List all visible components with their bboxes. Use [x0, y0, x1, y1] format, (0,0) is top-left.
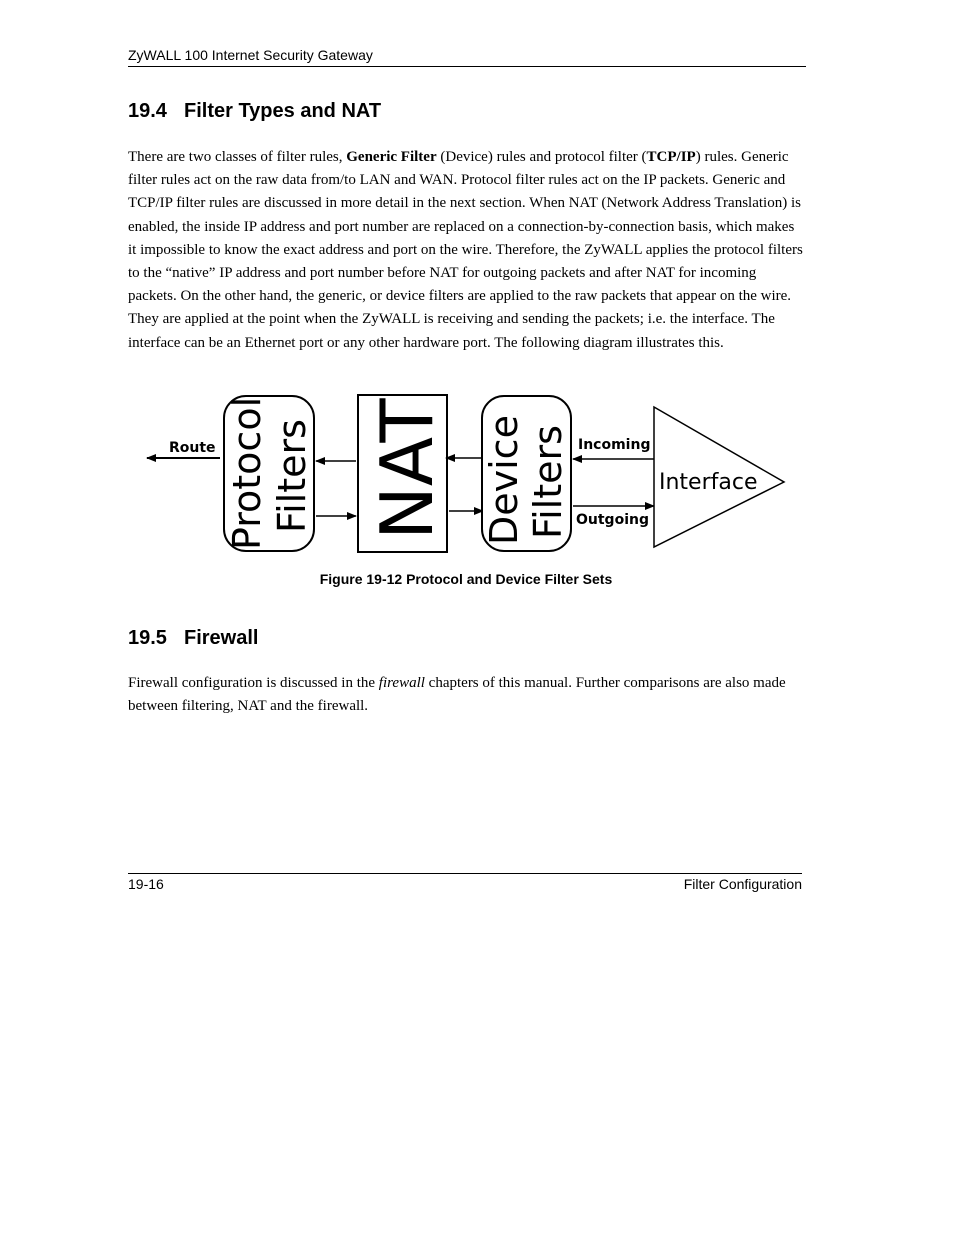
outgoing-label: Outgoing: [576, 512, 649, 528]
section-number: 19.5: [128, 627, 167, 649]
protocol-label: Protocol: [225, 396, 269, 550]
firewall-term: firewall: [378, 675, 425, 691]
text-run: chapters of this manual. Further comparisons are also made between filtering, NAT and the firewall.: [128, 675, 786, 715]
protocol-filters-label: Filters: [270, 419, 314, 533]
firewall-paragraph: [128, 672, 804, 718]
page-footer: [128, 873, 802, 892]
route-label: Route: [169, 440, 216, 456]
generic-filter-term: Generic Filter: [346, 149, 437, 165]
text-run: (Device) rules and protocol filter (: [436, 149, 647, 165]
incoming-label: Incoming: [578, 437, 651, 453]
interface-label: Interface: [659, 470, 758, 495]
section-title: Firewall: [184, 627, 259, 649]
filter-diagram: [142, 390, 792, 556]
section-title: Filter Types and NAT: [184, 100, 382, 122]
figure-caption: Figure 19-12 Protocol and Device Filter Sets: [319, 571, 613, 587]
text-run: There are two classes of filter rules,: [128, 149, 347, 165]
device-filters-label: Filters: [526, 425, 570, 539]
text-run: Firewall configuration is discussed in the: [128, 675, 379, 691]
filter-types-paragraph: [128, 146, 804, 355]
section-number: 19.4: [128, 100, 167, 122]
section-heading-filter-types: [128, 100, 381, 123]
section-heading-firewall: [128, 627, 258, 650]
page-number: 19-16: [128, 876, 164, 892]
text-run: ) rules. Generic filter rules act on the raw data from/to LAN and WAN. Protocol filter rules act on the IP packets. Generic and TCP/IP filter rules are discussed in more detail in the next section. When NAT (Network Address Translation) is enabled, the inside IP address and port number are replaced on a connection-by-connection basis, which makes it impossible to know the exact address and port on the wire. Therefore, the ZyWALL applies the protocol filters to the “native” IP address and port number before NAT for outgoing packets and after NAT for incoming packets. On the other hand, the generic, or device filters are applied to the raw packets that appear on the wire. They are applied at the point when the ZyWALL is receiving and sending the packets; i.e. the interface. The interface can be an Ethernet port or any other hardware port. The following diagram illustrates this.: [128, 149, 803, 351]
device-label: Device: [482, 415, 526, 545]
running-header: ZyWALL 100 Internet Security Gateway: [128, 47, 806, 67]
tcpip-term: TCP/IP: [646, 149, 696, 165]
nat-label: NAT: [365, 398, 449, 540]
chapter-name: Filter Configuration: [683, 876, 802, 892]
